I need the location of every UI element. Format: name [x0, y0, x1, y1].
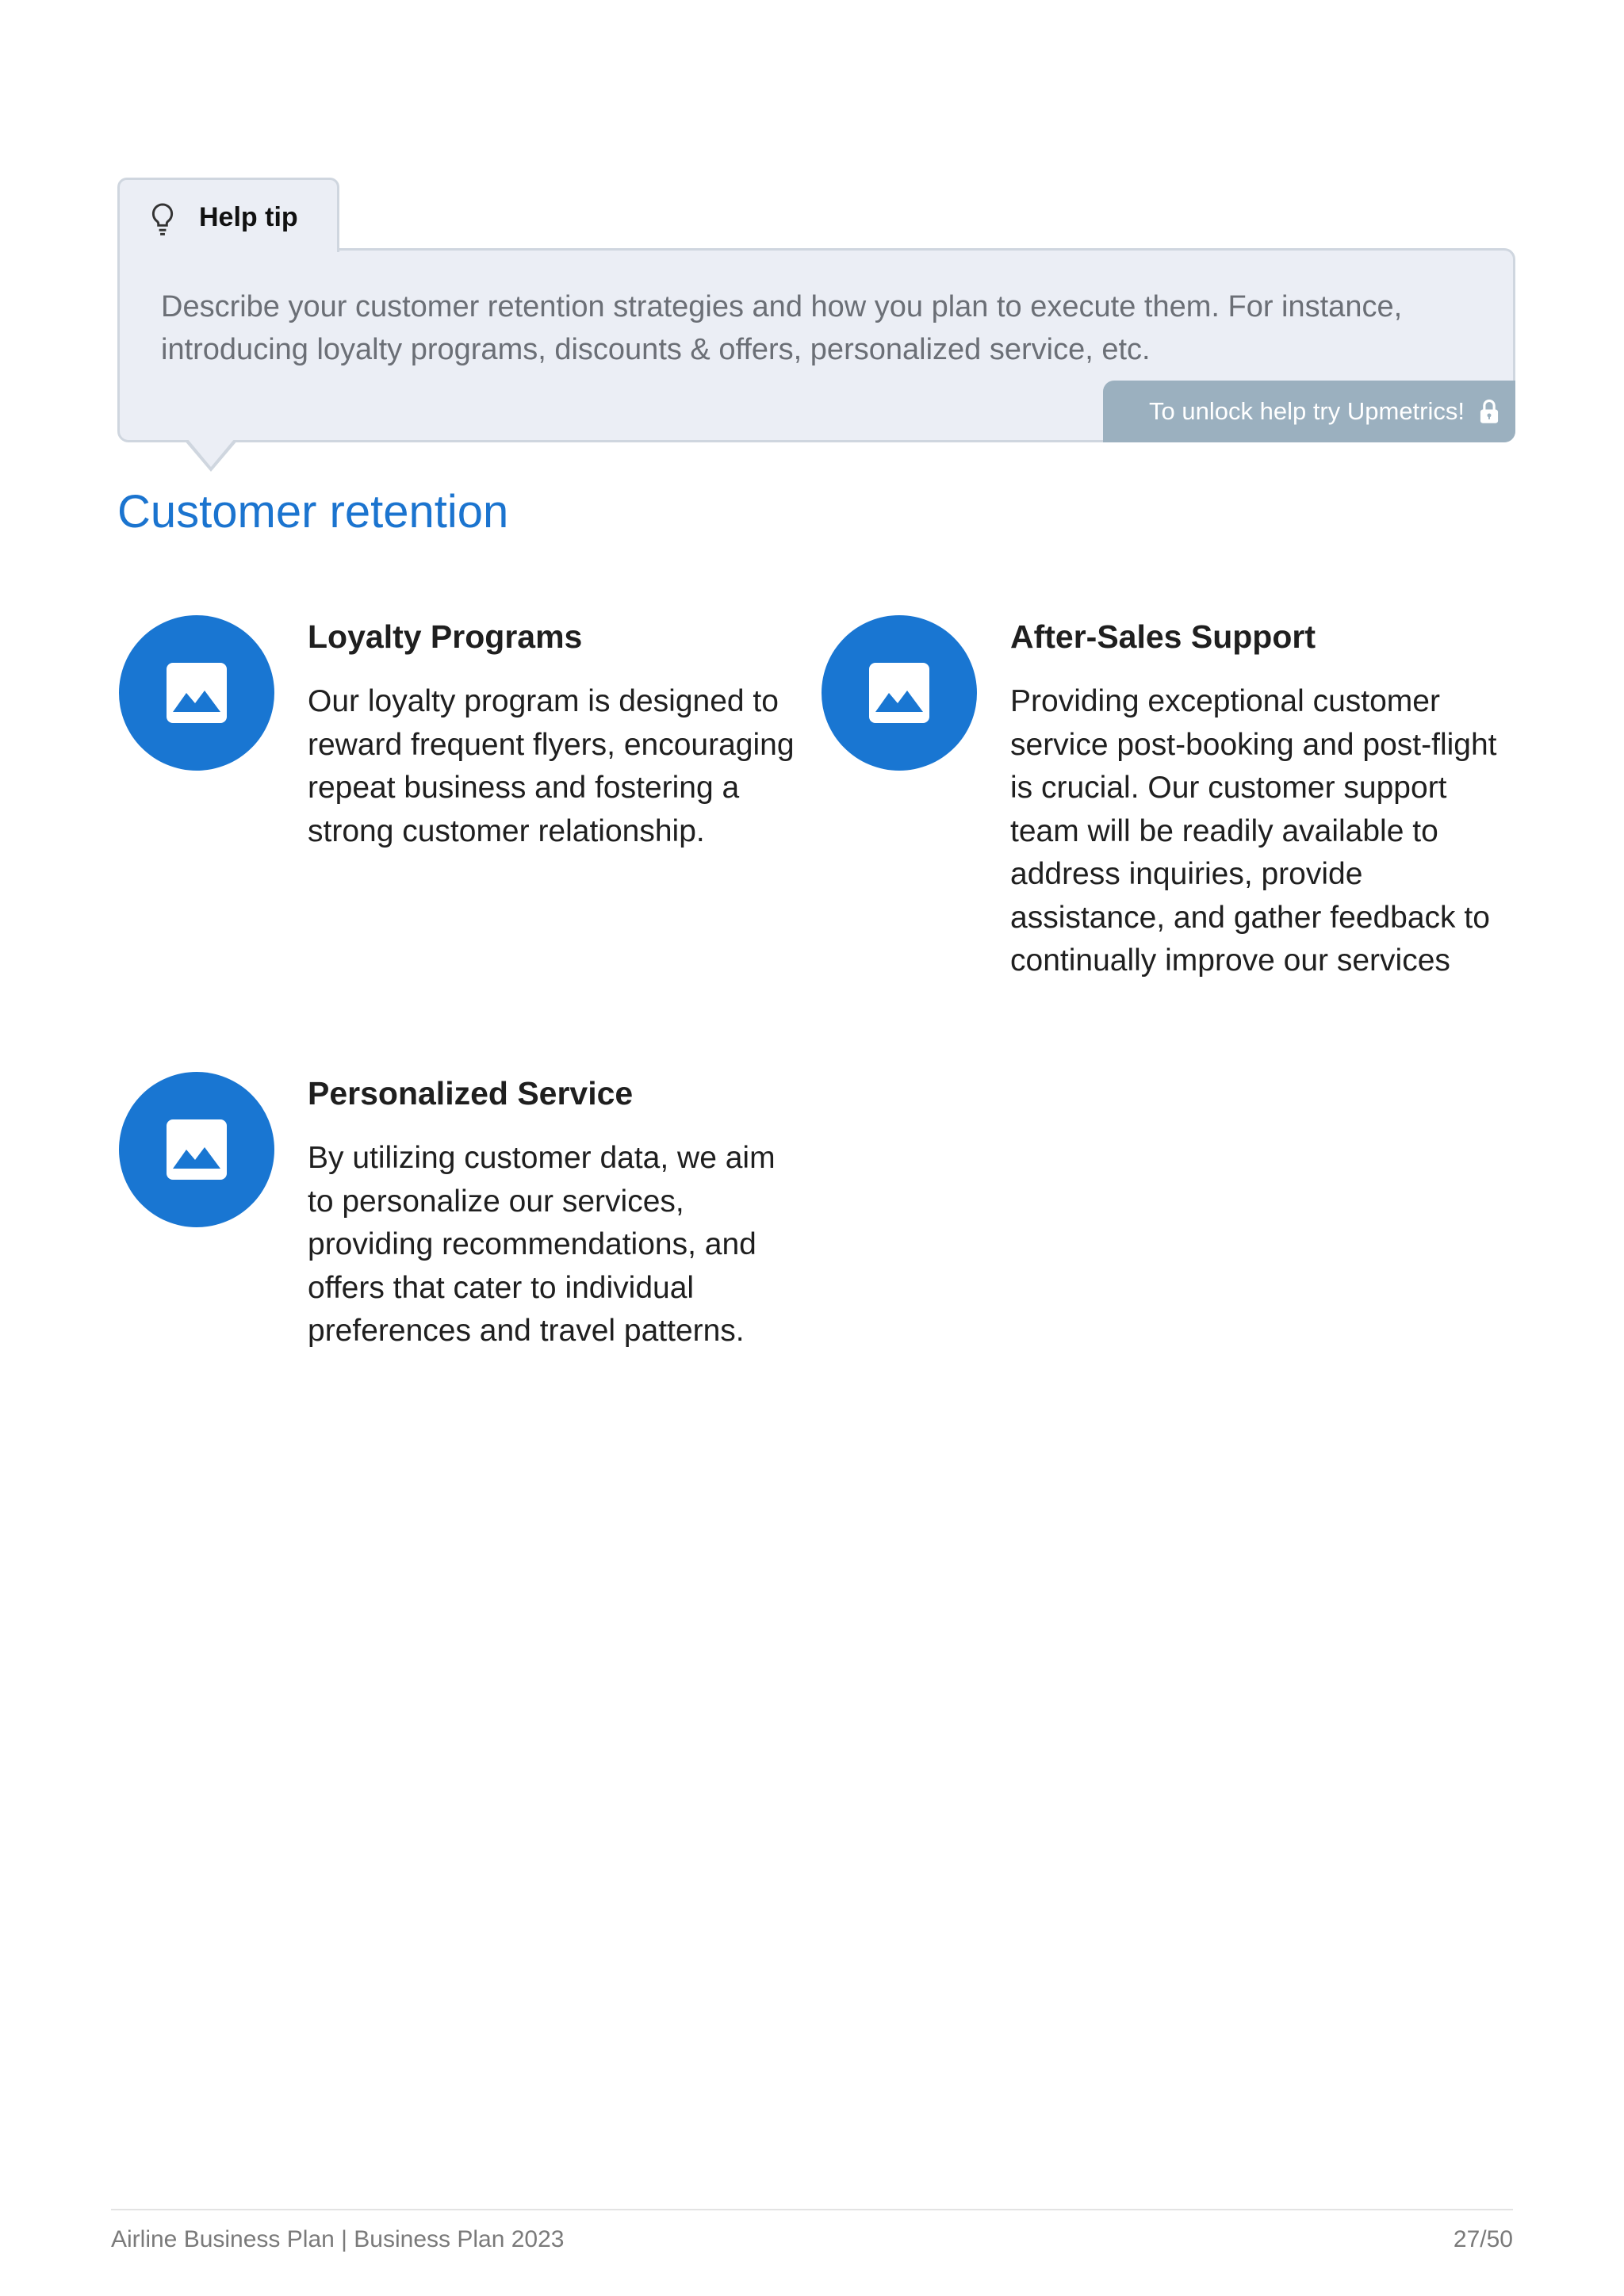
image-placeholder-icon	[165, 1118, 228, 1181]
feature-description: Our loyalty program is designed to reward frequent flyers, encouraging repeat business and fostering a strong customer relationship.	[308, 684, 795, 848]
section-title: Customer retention	[117, 486, 509, 538]
help-tip-label: Help tip	[199, 202, 298, 232]
lightbulb-icon	[148, 202, 177, 237]
feature-title: Loyalty Programs	[308, 618, 583, 655]
footer-divider	[111, 2209, 1513, 2210]
feature-description: By utilizing customer data, we aim to personalize our services, providing recommendations, and offers that cater to individual preferences and travel patterns.	[308, 1141, 776, 1348]
feature-title: After-Sales Support	[1010, 618, 1316, 655]
feature-icon-circle	[119, 1072, 274, 1227]
help-tip-tab	[117, 178, 339, 252]
footer-document-title: Airline Business Plan | Business Plan 2023	[111, 2226, 565, 2252]
feature-title: Personalized Service	[308, 1075, 634, 1112]
footer-page-number: 27/50	[1453, 2226, 1513, 2252]
help-tip-pointer-fill	[187, 438, 235, 467]
unlock-help-button[interactable]	[1103, 381, 1515, 442]
feature-description: Providing exceptional customer service post-booking and post-flight is crucial. Our customer support team will be readily available to address inquiries, provide assistance, and gather feedback to continually improve our services	[1010, 684, 1497, 978]
feature-icon-circle	[822, 615, 977, 771]
lock-icon	[1479, 399, 1500, 424]
image-placeholder-icon	[868, 661, 931, 725]
help-tip-box	[117, 248, 1515, 442]
help-tip-tab-join	[120, 242, 337, 253]
help-tip-text: Describe your customer retention strategies and how you plan to execute them. For instance, introducing loyalty programs, discounts & offers, personalized service, etc.	[161, 290, 1403, 366]
feature-icon-circle	[119, 615, 274, 771]
unlock-help-label: To unlock help try Upmetrics!	[1149, 397, 1465, 425]
image-placeholder-icon	[165, 661, 228, 725]
